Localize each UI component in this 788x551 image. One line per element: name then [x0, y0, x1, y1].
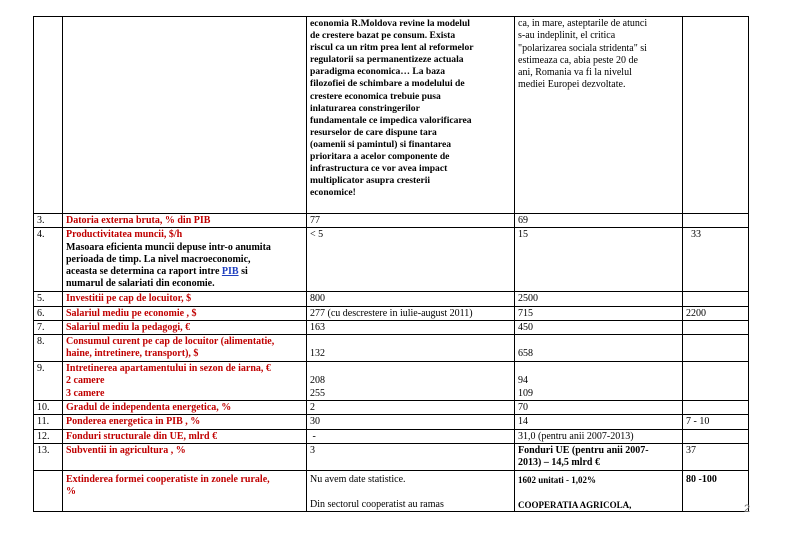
moldova-value-cell: 277 (cu descrestere in iulie-august 2011)	[307, 306, 515, 320]
eu-value-cell: 37	[683, 443, 749, 470]
moldova-value-cell: 77	[307, 214, 515, 228]
row-number-cell: 13.	[34, 443, 63, 470]
indicator-cell: Intretinerea apartamentului in sezon de iarna, € 2 camere 3 camere	[63, 362, 307, 401]
table-row-continuation	[34, 17, 749, 214]
eu-value-cell: 80 -100	[683, 470, 749, 511]
row-number-cell: 7.	[34, 320, 63, 334]
indicator-cell: Subventii in agricultura , %	[63, 443, 307, 470]
romania-value-cell: 450	[515, 320, 683, 334]
row-number-cell: 6.	[34, 306, 63, 320]
pib-link[interactable]: PIB	[221, 266, 239, 278]
table-row	[34, 335, 749, 362]
row-number-cell: 4.	[34, 228, 63, 292]
row-number-cell: 3.	[34, 214, 63, 228]
indicator-cell: Investitii pe cap de locuitor, $	[63, 292, 307, 306]
moldova-value-cell: 163	[307, 320, 515, 334]
table-row	[34, 214, 749, 228]
indicator-cell	[63, 17, 307, 214]
indicator-cell: Datoria externa bruta, % din PIB	[63, 214, 307, 228]
eu-value-cell	[683, 401, 749, 415]
romania-value-cell: 94 109	[515, 362, 683, 401]
romania-value-cell: ca, in mare, asteptarile de atunci s-au indeplinit, el critica "polarizarea sociala stridenta" si estimeaza ca, abia peste 20 de ani, Romania va fi la nivelul mediei Europei dezvoltate.	[515, 17, 683, 214]
row-number-cell: 9.	[34, 362, 63, 401]
indicator-cell: Gradul de independenta energetica, %	[63, 401, 307, 415]
moldova-value-cell: 132	[307, 335, 515, 362]
table-row	[34, 443, 749, 470]
table-row	[34, 320, 749, 334]
moldova-value-cell: 800	[307, 292, 515, 306]
eu-value-cell	[683, 214, 749, 228]
table-row	[34, 362, 749, 401]
row-number-cell: 11.	[34, 415, 63, 429]
romania-value-cell: 31,0 (pentru anii 2007-2013)	[515, 429, 683, 443]
indicator-cell: Fonduri structurale din UE, mlrd €	[63, 429, 307, 443]
indicator-cell: Productivitatea muncii, $/h Masoara eficienta muncii depuse intr-o anumita perioada de timp. La nivel macroeconomic, aceasta se determina ca raport intre PIB si numarul de salariati din economie.	[63, 228, 307, 292]
romania-value-cell: 14	[515, 415, 683, 429]
row-number-cell	[34, 470, 63, 511]
indicator-cell: Extinderea formei cooperatiste in zonele rurale, %	[63, 470, 307, 511]
romania-value-cell: 658	[515, 335, 683, 362]
romania-value-cell: 1602 unitati - 1,02% COOPERATIA AGRICOLA,	[515, 470, 683, 511]
indicator-cell: Consumul curent pe cap de locuitor (alimentatie, haine, intretinere, transport), $	[63, 335, 307, 362]
eu-value-cell	[683, 292, 749, 306]
romania-value-cell: Fonduri UE (pentru anii 2007- 2013) – 14,5 mlrd €	[515, 443, 683, 470]
romania-value-cell: 70	[515, 401, 683, 415]
table-row	[34, 228, 749, 292]
eu-value-cell: 33	[683, 228, 749, 292]
row-number-cell: 5.	[34, 292, 63, 306]
indicator-cell: Salariul mediu pe economie , $	[63, 306, 307, 320]
eu-value-cell	[683, 17, 749, 214]
eu-value-cell	[683, 429, 749, 443]
moldova-value-cell: economia R.Moldova revine la modelul de crestere bazat pe consum. Exista riscul ca un ritm prea lent al reformelor regulatorii sa permanentizeze actuala paradigma economica… La baza filozofiei de schimbare a modelului de crestere economica trebuie pusa inlaturarea constringerilor fundamentale ce impedica valorificarea resurselor de care dispune tara (oamenii si pamintul) si finantarea prioritara a acelor componente de infrastructura ce vor avea impact multiplicator asupra cresterii economice!	[307, 17, 515, 214]
eu-value-cell	[683, 320, 749, 334]
table-row	[34, 415, 749, 429]
romania-value-cell: 2500	[515, 292, 683, 306]
moldova-value-cell: 2	[307, 401, 515, 415]
romania-value-cell: 15	[515, 228, 683, 292]
table-row	[34, 306, 749, 320]
table-row	[34, 292, 749, 306]
moldova-value-cell: Nu avem date statistice. Din sectorul cooperatist au ramas	[307, 470, 515, 511]
table-row	[34, 470, 749, 511]
row-number-cell: 12.	[34, 429, 63, 443]
eu-value-cell: 7 - 10	[683, 415, 749, 429]
row-number-cell: 8.	[34, 335, 63, 362]
row-number-cell	[34, 17, 63, 214]
indicator-title: Productivitatea muncii, $/h	[66, 229, 183, 241]
page-number: 2	[744, 503, 751, 515]
eu-value-cell	[683, 362, 749, 401]
table-row	[34, 429, 749, 443]
romania-value-cell: 715	[515, 306, 683, 320]
indicator-cell: Salariul mediu la pedagogi, €	[63, 320, 307, 334]
moldova-value-cell: -	[307, 429, 515, 443]
moldova-value-cell: < 5	[307, 228, 515, 292]
eu-value-cell: 2200	[683, 306, 749, 320]
row-number-cell: 10.	[34, 401, 63, 415]
moldova-value-cell: 3	[307, 443, 515, 470]
indicator-cell: Ponderea energetica in PIB , %	[63, 415, 307, 429]
comparison-table	[33, 16, 749, 512]
moldova-value-cell: 30	[307, 415, 515, 429]
table-row	[34, 401, 749, 415]
eu-value-cell	[683, 335, 749, 362]
romania-value-cell: 69	[515, 214, 683, 228]
moldova-value-cell: 208 255	[307, 362, 515, 401]
